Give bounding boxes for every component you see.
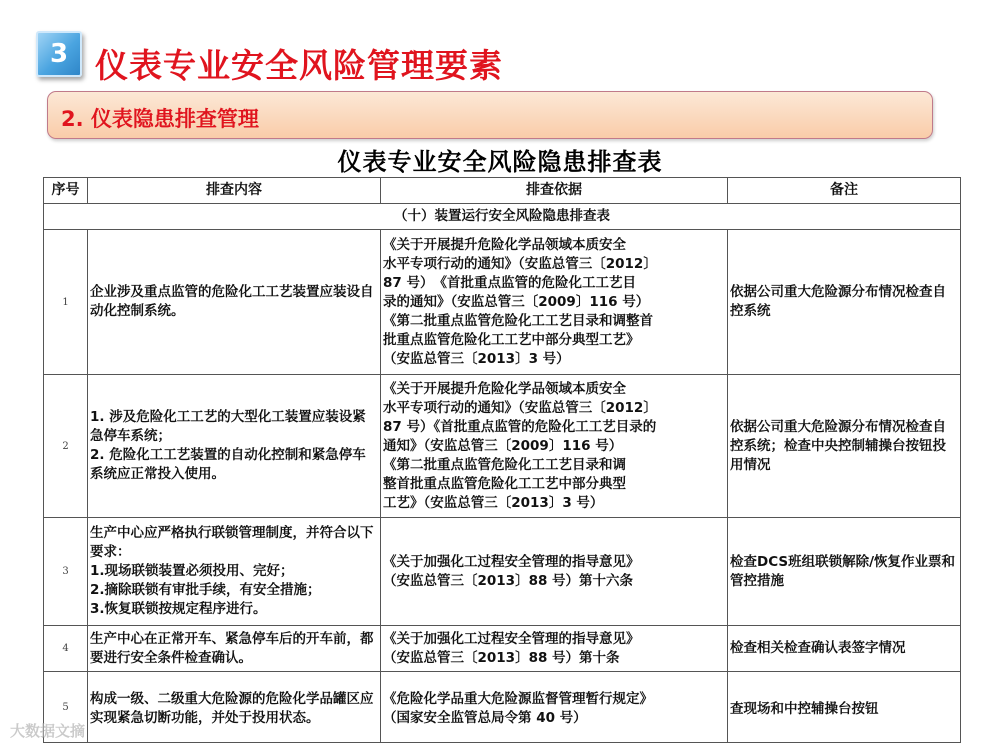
page-title: 仪表专业安全风险管理要素 <box>95 46 503 85</box>
row-basis-text: 《关于加强化工过程安全管理的指导意见》 （安监总管三〔2013〕88 号）第十条 <box>383 630 640 666</box>
row-note <box>728 230 961 375</box>
section-row-label: （十）装置运行安全风险隐患排查表 <box>44 204 961 230</box>
row-basis <box>381 230 728 375</box>
row-note-text: 检查相关检查确认表签字情况 <box>730 640 906 656</box>
row-content <box>88 230 381 375</box>
row-basis-text: 《危险化学品重大危险源监督管理暂行规定》 （国家安全监管总局令第 40 号） <box>383 691 653 726</box>
row-number: 2 <box>44 375 88 518</box>
row-content <box>88 626 381 672</box>
row-content-text: 1. 涉及危险化工工艺的大型化工装置应装设紧急停车系统； 2. 危险化工工艺装置的自动化控制和紧急停车系统应正常投入使用。 <box>90 409 366 482</box>
row-content <box>88 672 381 743</box>
row-content-text: 企业涉及重点监管的危险化工工艺装置应装设自动化控制系统。 <box>90 284 374 319</box>
row-basis-text: 《关于加强化工过程安全管理的指导意见》 （安监总管三〔2013〕88 号）第十六条 <box>383 553 640 589</box>
row-basis-text: 《关于开展提升危险化学品领域本质安全 水平专项行动的通知》（安监总管三〔2012〕 87 号） 《首批重点监管的危险化工工艺目 录的通知》（安监总管三〔2009〕116 号） 《第二批重点监管危险化工工艺目录和调整首 批重点监管危险化工工艺中部分典型工艺》 （安监总管三〔2013〕3 号） <box>383 236 657 367</box>
column-header-basis: 排查依据 <box>381 178 728 204</box>
row-note <box>728 626 961 672</box>
row-note <box>728 375 961 518</box>
section-number-badge: 3 <box>36 31 82 77</box>
row-content-text: 生产中心在正常开车、紧急停车后的开车前，都要进行安全条件检查确认。 <box>90 630 374 666</box>
table-row <box>44 672 961 743</box>
section-header-bar <box>47 91 933 139</box>
row-number: 1 <box>44 230 88 375</box>
table-row <box>44 518 961 626</box>
table-header-row <box>44 178 961 204</box>
table-section-row <box>44 204 961 230</box>
row-basis <box>381 672 728 743</box>
row-content <box>88 518 381 626</box>
row-number: 5 <box>44 672 88 743</box>
hazard-inspection-table <box>43 177 961 743</box>
row-note <box>728 672 961 743</box>
table-row <box>44 375 961 518</box>
row-note-text: 依据公司重大危险源分布情况检查自控系统 <box>730 284 946 319</box>
row-basis <box>381 375 728 518</box>
section-header-label: 2. 仪表隐患排查管理 <box>61 107 259 131</box>
table-title: 仪表专业安全风险隐患排查表 <box>337 148 663 176</box>
row-basis <box>381 518 728 626</box>
table-row <box>44 230 961 375</box>
row-note-text: 依据公司重大危险源分布情况检查自控系统；检查中央控制辅操台按钮投用情况 <box>730 418 946 473</box>
row-content <box>88 375 381 518</box>
column-header-note: 备注 <box>728 178 961 204</box>
table-row <box>44 626 961 672</box>
row-basis-text: 《关于开展提升危险化学品领域本质安全 水平专项行动的通知》（安监总管三〔2012〕 87 号）《首批重点监管的危险化工工艺目录的 通知》（安监总管三〔2009〕116 号） 《第二批重点监管危险化工工艺目录和调 整首批重点监管危险化工工艺中部分典型 工艺》（安监总管三〔2013〕3 号） <box>383 380 657 511</box>
column-header-content: 排查内容 <box>88 178 381 204</box>
row-content-text: 构成一级、二级重大危险源的危险化学品罐区应实现紧急切断功能，并处于投用状态。 <box>90 691 374 726</box>
watermark: 大数据文摘 <box>10 722 86 740</box>
row-number: 3 <box>44 518 88 626</box>
row-content-text: 生产中心应严格执行联锁管理制度，并符合以下要求： 1.现场联锁装置必须投用、完好； 2.摘除联锁有审批手续，有安全措施； 3.恢复联锁按规定程序进行。 <box>90 525 374 617</box>
row-number: 4 <box>44 626 88 672</box>
row-note-text: 查现场和中控辅操台按钮 <box>730 700 879 717</box>
column-header-number: 序号 <box>44 178 88 204</box>
row-basis <box>381 626 728 672</box>
row-note-text: 检查DCS班组联锁解除/恢复作业票和管控措施 <box>730 553 956 589</box>
row-note <box>728 518 961 626</box>
